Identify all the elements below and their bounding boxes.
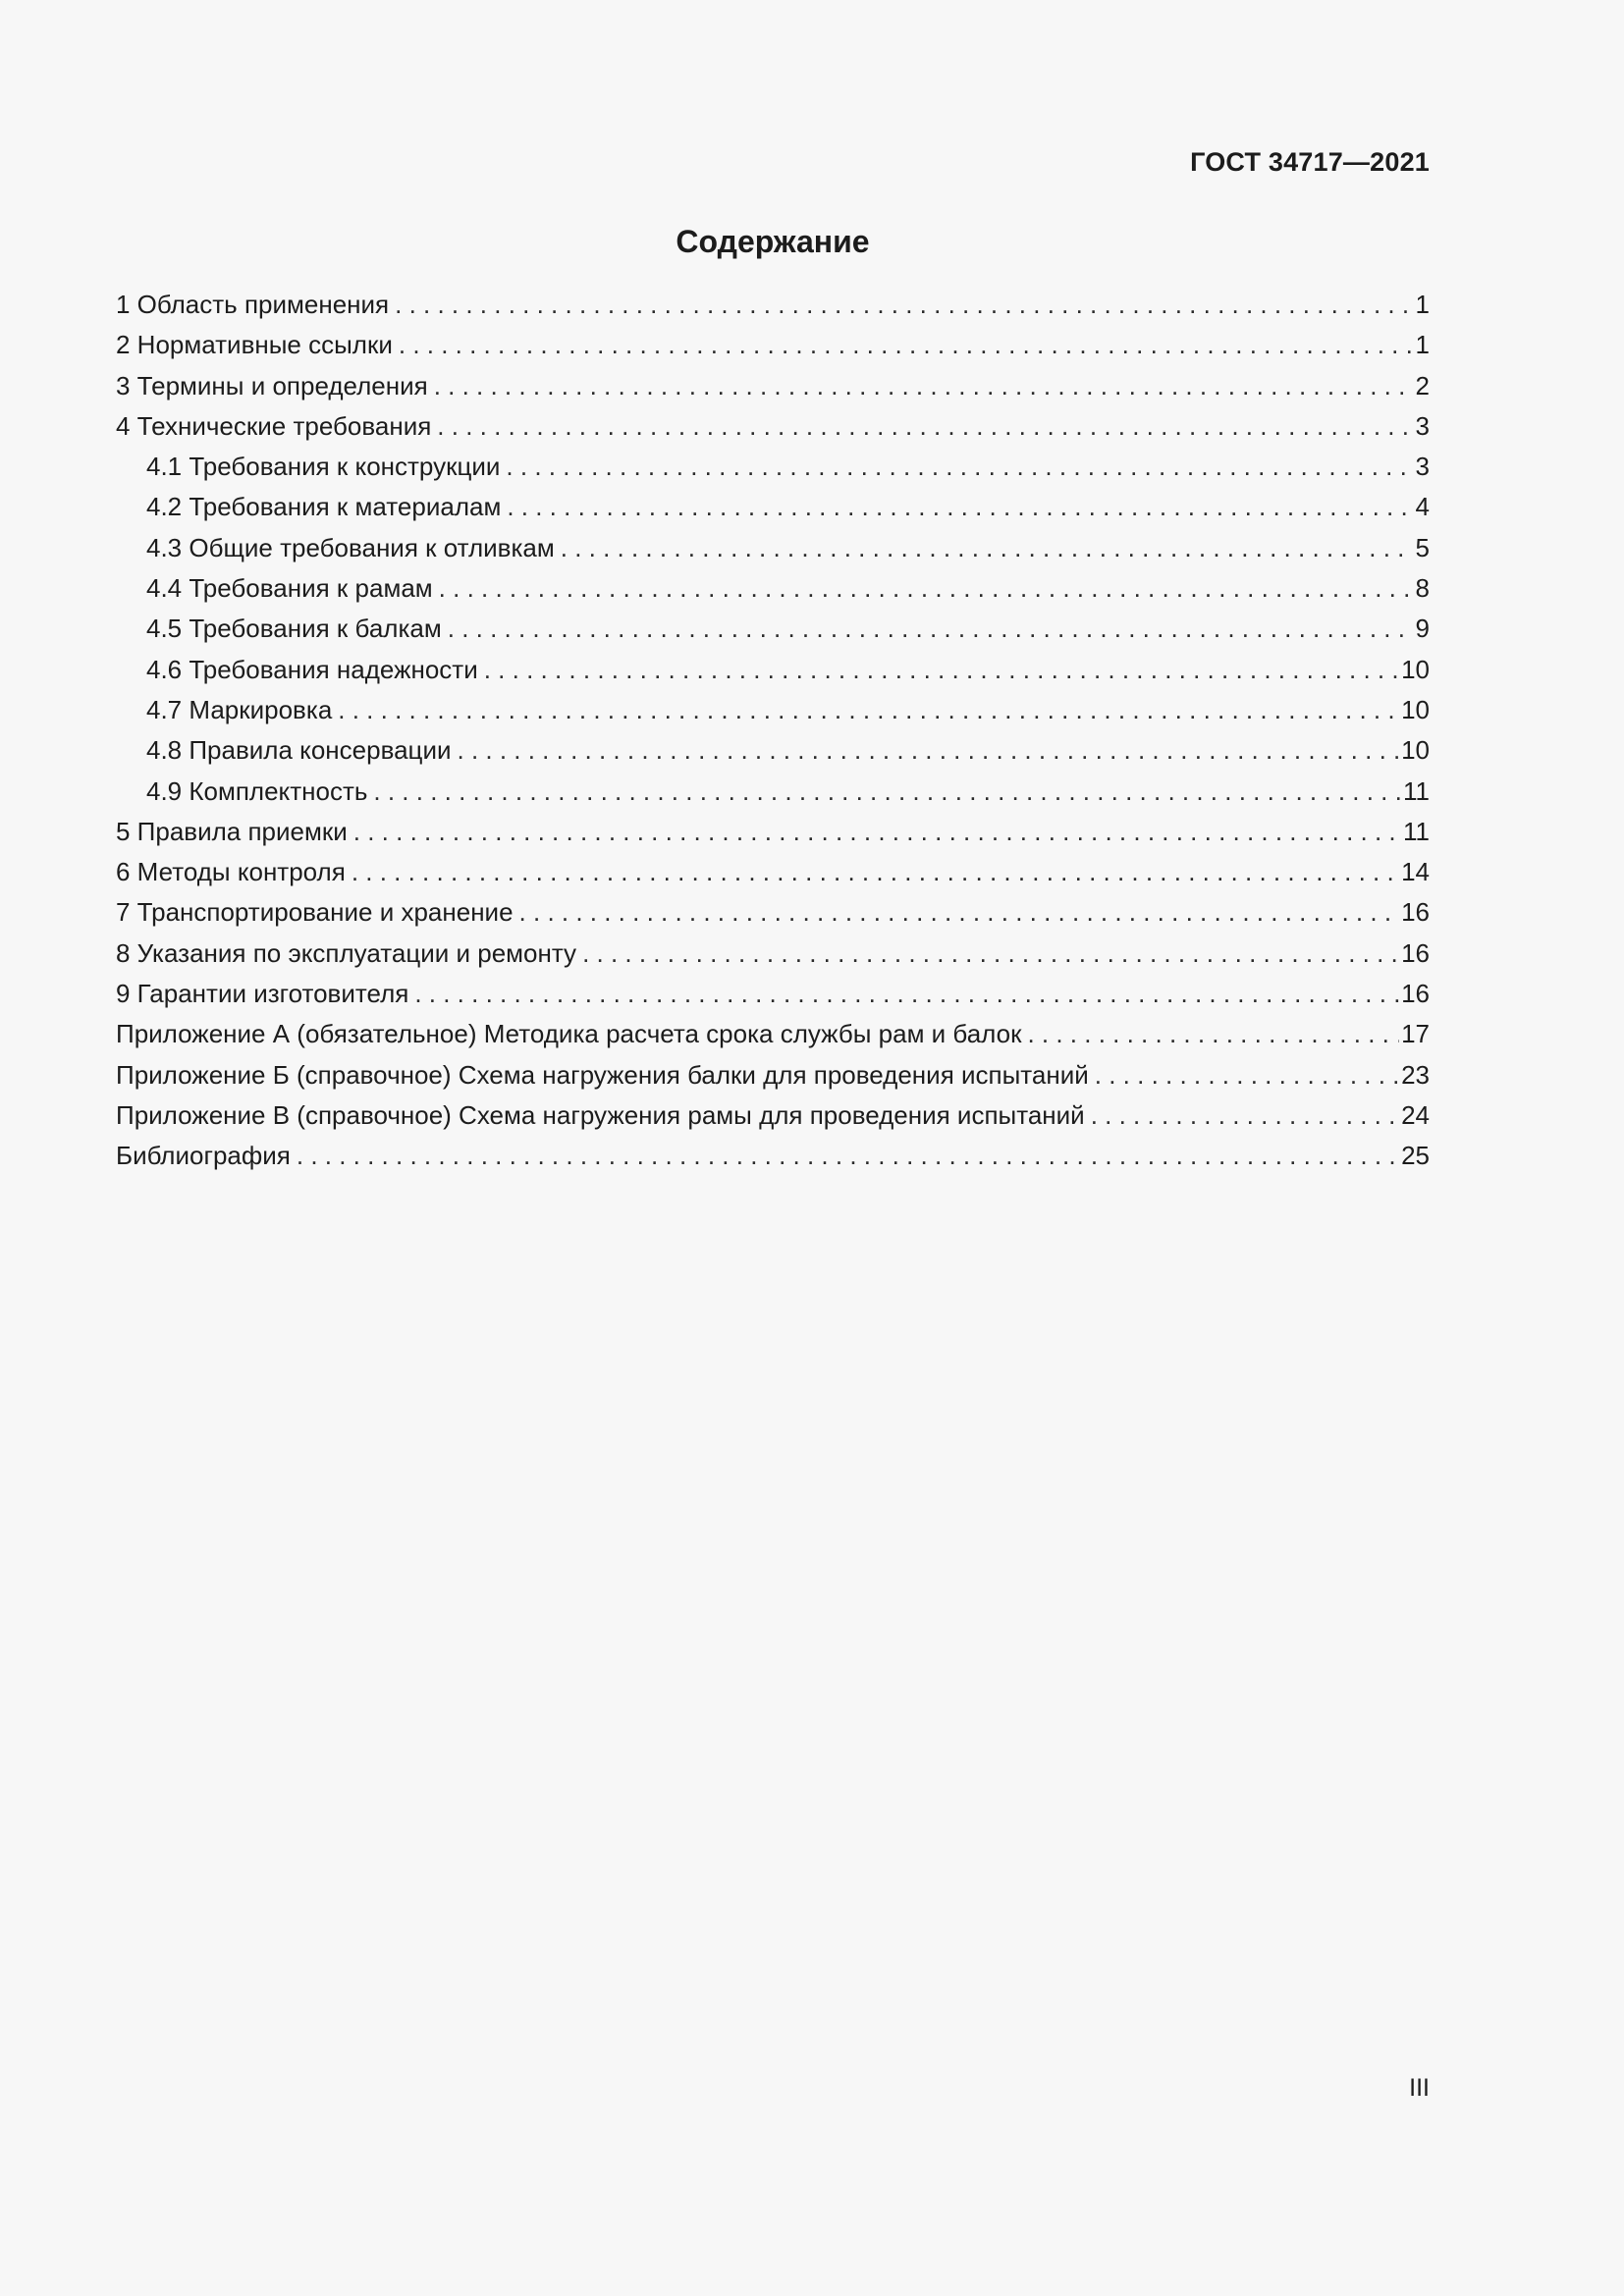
toc-item[interactable]	[116, 406, 1430, 447]
toc-leader-dots	[1095, 1055, 1399, 1095]
toc-item-label: 4.4 Требования к рамам	[146, 573, 433, 604]
toc-leader-dots	[507, 487, 1413, 527]
toc-title: Содержание	[676, 224, 870, 259]
toc-item-label: 4.5 Требования к балкам	[146, 614, 442, 644]
toc-leader-dots	[297, 1136, 1399, 1176]
toc-item-label: 4.8 Правила консервации	[146, 735, 452, 766]
toc-item[interactable]	[116, 1055, 1430, 1095]
toc-item[interactable]	[116, 852, 1430, 892]
toc-item-label: 4.1 Требования к конструкции	[146, 452, 501, 482]
toc-leader-dots	[458, 730, 1400, 771]
toc-leader-dots	[395, 285, 1413, 325]
toc-leader-dots	[414, 974, 1399, 1014]
toc-item-page: 3	[1415, 452, 1430, 482]
toc-item-page: 8	[1415, 573, 1430, 604]
toc-item-label: Приложение Б (справочное) Схема нагружения балки для проведения испытаний	[116, 1059, 1089, 1090]
toc-subitem[interactable]	[116, 447, 1430, 487]
table-of-contents	[116, 285, 1430, 1177]
toc-item-page: 5	[1415, 532, 1430, 562]
toc-item-page: 1	[1415, 290, 1430, 319]
toc-item[interactable]	[116, 1014, 1430, 1054]
toc-item-label: 1 Область применения	[116, 290, 390, 319]
toc-item-page: 16	[1401, 897, 1430, 928]
toc-leader-dots	[373, 772, 1401, 812]
toc-item-page: 14	[1401, 857, 1430, 887]
toc-subitem[interactable]	[116, 772, 1430, 812]
toc-leader-dots	[399, 325, 1414, 365]
toc-item[interactable]	[116, 285, 1430, 325]
toc-item-label: 9 Гарантии изготовителя	[116, 979, 409, 1009]
toc-item[interactable]	[116, 366, 1430, 406]
toc-subitem[interactable]	[116, 730, 1430, 771]
toc-item-label: 3 Термины и определения	[116, 370, 428, 400]
toc-leader-dots	[353, 812, 1401, 852]
toc-subitem[interactable]	[116, 690, 1430, 730]
toc-leader-dots	[352, 852, 1399, 892]
toc-leader-dots	[448, 609, 1414, 649]
toc-item-label: Приложение А (обязательное) Методика расчета срока службы рам и балок	[116, 1019, 1022, 1049]
toc-item[interactable]	[116, 1095, 1430, 1136]
toc-leader-dots	[519, 892, 1400, 933]
toc-leader-dots	[484, 650, 1399, 690]
toc-item-page: 4	[1415, 492, 1430, 522]
toc-item-label: 4.9 Комплектность	[146, 775, 368, 806]
toc-item-label: 4 Технические требования	[116, 410, 432, 441]
toc-item-page: 1	[1415, 330, 1430, 360]
toc-item[interactable]	[116, 892, 1430, 933]
toc-leader-dots	[582, 934, 1399, 974]
toc-item[interactable]	[116, 974, 1430, 1014]
toc-item-label: 4.7 Маркировка	[146, 694, 333, 724]
toc-leader-dots	[439, 568, 1414, 609]
toc-item-label: 4.3 Общие требования к отливкам	[146, 532, 555, 562]
toc-item[interactable]	[116, 325, 1430, 365]
toc-item-page: 2	[1415, 370, 1430, 400]
toc-leader-dots	[437, 406, 1413, 447]
toc-leader-dots	[1091, 1095, 1399, 1136]
toc-subitem[interactable]	[116, 650, 1430, 690]
toc-item-page: 11	[1403, 816, 1430, 846]
toc-subitem[interactable]	[116, 487, 1430, 527]
toc-item-page: 10	[1401, 654, 1430, 684]
toc-item-label: Библиография	[116, 1141, 291, 1171]
toc-leader-dots	[338, 690, 1399, 730]
toc-subitem[interactable]	[116, 568, 1430, 609]
toc-item-page: 16	[1401, 979, 1430, 1009]
toc-item-page: 10	[1401, 694, 1430, 724]
toc-leader-dots	[561, 528, 1414, 568]
toc-item-page: 16	[1401, 937, 1430, 968]
page-number: III	[1409, 2074, 1430, 2102]
toc-item[interactable]	[116, 1136, 1430, 1176]
toc-item-page: 23	[1401, 1059, 1430, 1090]
toc-item-label: 4.6 Требования надежности	[146, 654, 478, 684]
toc-item-page: 10	[1401, 735, 1430, 766]
toc-subitem[interactable]	[116, 528, 1430, 568]
toc-item-page: 24	[1401, 1099, 1430, 1130]
toc-item-label: 4.2 Требования к материалам	[146, 492, 502, 522]
toc-item-label: 8 Указания по эксплуатации и ремонту	[116, 937, 577, 968]
toc-item-page: 3	[1415, 410, 1430, 441]
document-code: ГОСТ 34717—2021	[1190, 147, 1430, 177]
toc-item-label: 6 Методы контроля	[116, 857, 346, 887]
toc-item-label: Приложение В (справочное) Схема нагружения рамы для проведения испытаний	[116, 1099, 1085, 1130]
toc-item-label: 2 Нормативные ссылки	[116, 330, 393, 360]
toc-item-page: 11	[1403, 775, 1430, 806]
toc-leader-dots	[506, 447, 1413, 487]
toc-subitem[interactable]	[116, 609, 1430, 649]
toc-leader-dots	[1027, 1014, 1399, 1054]
toc-item[interactable]	[116, 934, 1430, 974]
toc-item-label: 7 Транспортирование и хранение	[116, 897, 514, 928]
toc-item[interactable]	[116, 812, 1430, 852]
toc-leader-dots	[434, 366, 1414, 406]
toc-item-page: 17	[1401, 1019, 1430, 1049]
toc-item-page: 25	[1401, 1141, 1430, 1171]
toc-item-label: 5 Правила приемки	[116, 816, 348, 846]
toc-item-page: 9	[1415, 614, 1430, 644]
